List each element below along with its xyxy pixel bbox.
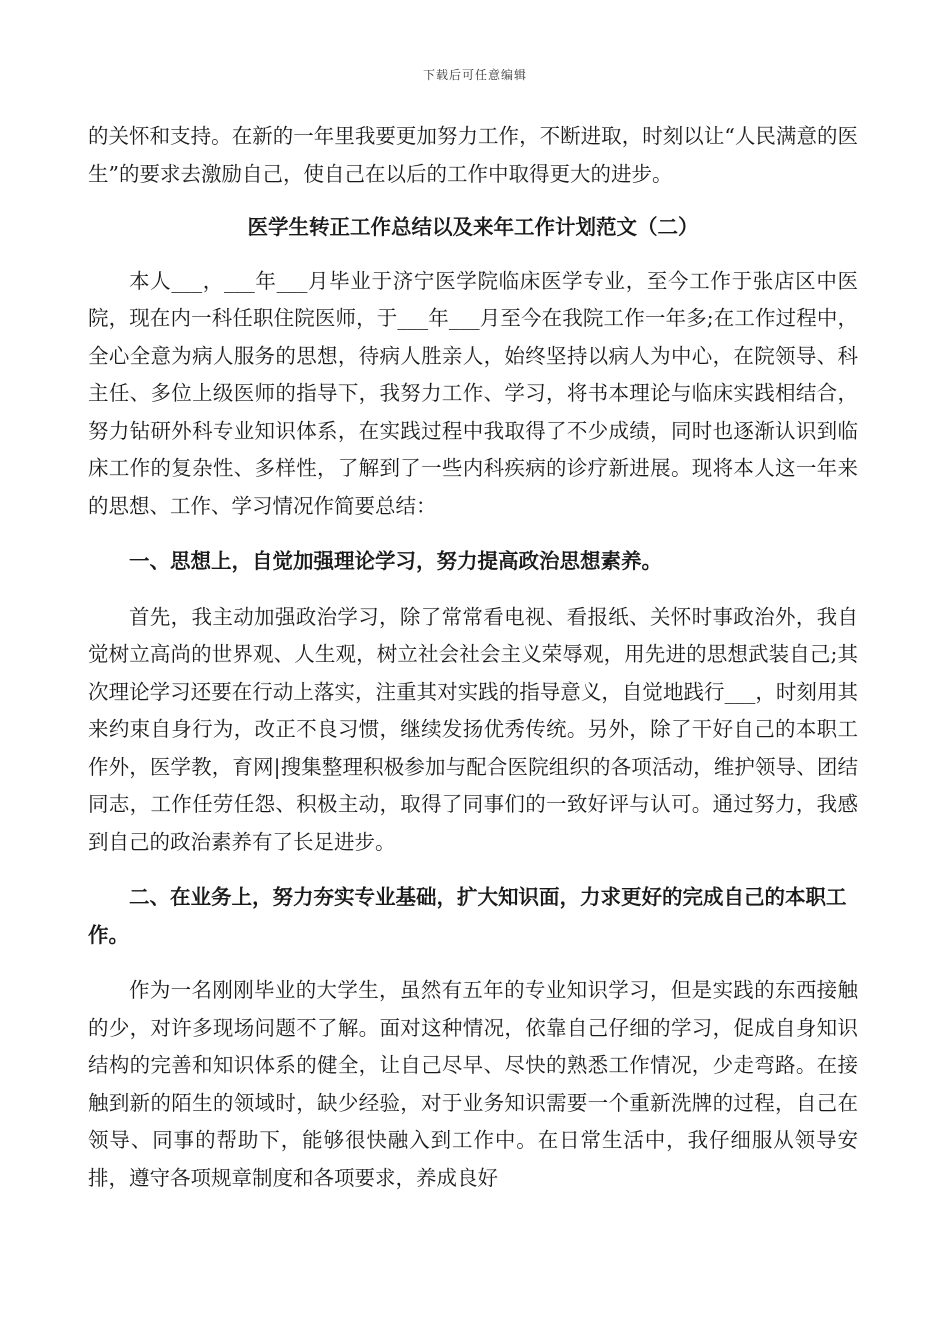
section-2-heading: 二、在业务上，努力夯实专业基础，扩大知识面，力求更好的完成自己的本职工作。 [88, 885, 847, 947]
section-1-heading: 一、思想上，自觉加强理论学习，努力提高政治思想素养。 [129, 549, 662, 573]
page-header: 下载后可任意编辑 [422, 68, 527, 82]
document-title: 医学生转正工作总结以及来年工作计划范文（二） [247, 215, 699, 239]
section-1-paragraph: 首先，我主动加强政治学习，除了常常看电视、看报纸、关怀时事政治外，我自觉树立高尚的世界观、人生观，树立社会社会主义荣辱观，用先进的思想武装自己;其次理论学习还要在行动上落实，注重其对实践的指导意义，自觉地践行___，时刻用其来约束自身行为，改正不良习惯，继续发扬优秀传统。另外，除了干好自己的本职工作外，医学教，育网|搜集整理积极参加与配合医院组织的各项活动，维护领导、团结同志，工作任劳任怨、积极主动，取得了同事们的一致好评与认可。通过努力，我感到自己的政治素养有了长足进步。 [88, 604, 858, 854]
document-body [88, 118, 858, 1197]
intro-paragraph: 的关怀和支持。在新的一年里我要更加努力工作，不断进取，时刻以让“人民满意的医生”的要求去激励自己，使自己在以后的工作中取得更大的进步。 [88, 124, 858, 186]
section-2-paragraph: 作为一名刚刚毕业的大学生，虽然有五年的专业知识学习，但是实践的东西接触的少，对许多现场问题不了解。面对这种情况，依靠自己仔细的学习，促成自身知识结构的完善和知识体系的健全，让自己尽早、尽快的熟悉工作情况，少走弯路。在接触到新的陌生的领域时，缺少经验，对于业务知识需要一个重新洗牌的过程，自己在领导、同事的帮助下，能够很快融入到工作中。在日常生活中，我仔细服从领导安排，遵守各项规章制度和各项要求，养成良好 [88, 978, 858, 1190]
paragraph-1: 本人___，___年___月毕业于济宁医学院临床医学专业，至今工作于张店区中医院，现在内一科任职住院医师，于___年___月至今在我院工作一年多;在工作过程中，全心全意为病人服务的思想，待病人胜亲人，始终坚持以病人为中心，在院领导、科主任、多位上级医师的指导下，我努力工作、学习，将书本理论与临床实践相结合，努力钻研外科专业知识体系，在实践过程中我取得了不少成绩，同时也逐渐认识到临床工作的复杂性、多样性，了解到了一些内科疾病的诊疗新进展。现将本人这一年来的思想、工作、学习情况作简要总结： [88, 268, 858, 518]
